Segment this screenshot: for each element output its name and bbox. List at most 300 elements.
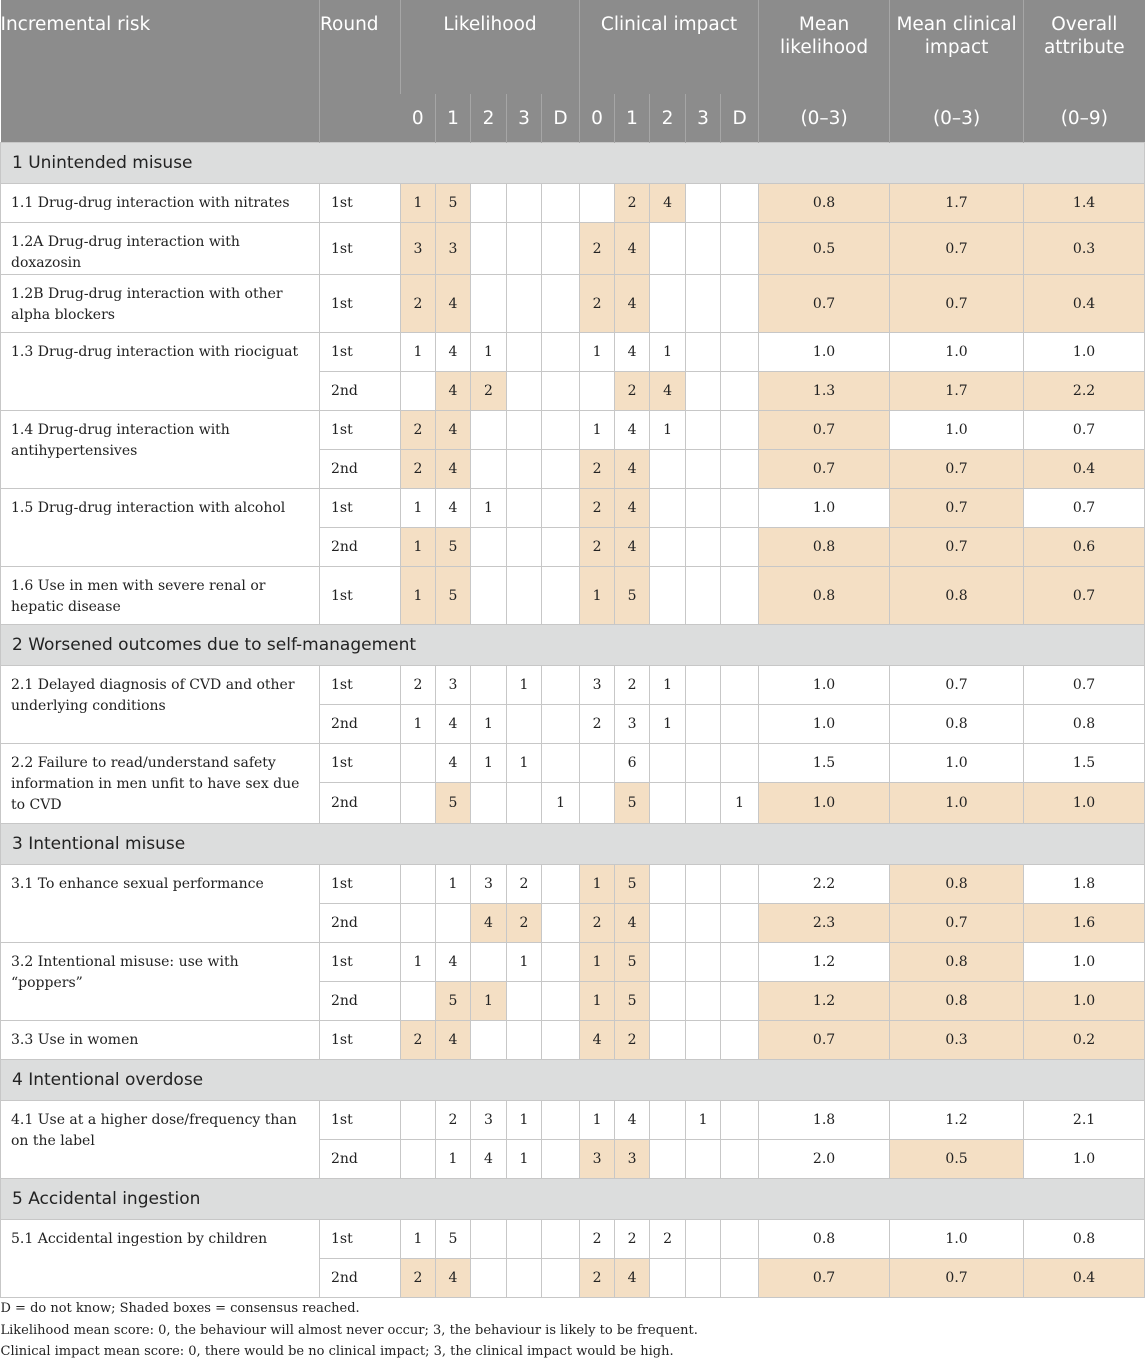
table-row <box>1 1101 1145 1140</box>
mean-likelihood-value: 1.0 <box>759 666 890 705</box>
overall-attribute-value: 1.0 <box>1024 943 1145 982</box>
round-cell: 2nd <box>320 450 401 489</box>
table-row <box>1 333 1145 372</box>
likelihood-count-0: 2 <box>401 1259 436 1298</box>
impact-count-1: 2 <box>615 666 650 705</box>
impact-count-d <box>721 184 759 223</box>
likelihood-count-3 <box>507 411 542 450</box>
likelihood-count-d <box>542 904 580 943</box>
likelihood-count-d <box>542 450 580 489</box>
mean-impact-value: 1.7 <box>890 372 1024 411</box>
likelihood-count-2: 1 <box>471 489 507 528</box>
round-cell: 1st <box>320 744 401 783</box>
likelihood-count-3 <box>507 450 542 489</box>
likelihood-count-0: 1 <box>401 333 436 372</box>
impact-count-2 <box>650 982 686 1021</box>
impact-count-0: 2 <box>580 705 615 744</box>
likelihood-count-d <box>542 372 580 411</box>
likelihood-count-3 <box>507 1220 542 1259</box>
impact-count-3 <box>686 1259 721 1298</box>
likelihood-count-1: 4 <box>436 450 471 489</box>
likelihood-count-1: 4 <box>436 372 471 411</box>
likelihood-count-3: 1 <box>507 943 542 982</box>
risk-label: 1.6 Use in men with severe renal or hepatic disease <box>1 567 320 625</box>
impact-count-d <box>721 943 759 982</box>
likelihood-count-1: 5 <box>436 783 471 824</box>
impact-count-0: 2 <box>580 489 615 528</box>
impact-count-d <box>721 333 759 372</box>
likelihood-score-2: 2 <box>471 94 507 143</box>
overall-attribute-value: 0.8 <box>1024 705 1145 744</box>
impact-count-1: 6 <box>615 744 650 783</box>
impact-count-2 <box>650 865 686 904</box>
impact-count-d <box>721 744 759 783</box>
risk-label: 1.2B Drug-drug interaction with other alpha blockers <box>1 275 320 333</box>
impact-count-3 <box>686 705 721 744</box>
impact-score-0: 0 <box>580 94 615 143</box>
impact-count-0: 1 <box>580 567 615 625</box>
likelihood-count-0: 2 <box>401 411 436 450</box>
likelihood-count-3 <box>507 489 542 528</box>
round-cell: 1st <box>320 1101 401 1140</box>
likelihood-count-3 <box>507 223 542 275</box>
likelihood-count-d <box>542 1259 580 1298</box>
impact-score-d: D <box>721 94 759 143</box>
impact-count-1: 4 <box>615 275 650 333</box>
header-incremental-risk: Incremental risk <box>1 0 320 143</box>
likelihood-count-d <box>542 223 580 275</box>
impact-count-2: 1 <box>650 666 686 705</box>
impact-score-1: 1 <box>615 94 650 143</box>
risk-label: 2.1 Delayed diagnosis of CVD and other underlying conditions <box>1 666 320 744</box>
likelihood-count-2 <box>471 528 507 567</box>
impact-count-3 <box>686 904 721 943</box>
likelihood-count-d <box>542 744 580 783</box>
overall-attribute-value: 0.4 <box>1024 1259 1145 1298</box>
likelihood-count-2 <box>471 783 507 824</box>
impact-count-1: 5 <box>615 982 650 1021</box>
overall-attribute-value: 1.6 <box>1024 904 1145 943</box>
impact-count-0 <box>580 783 615 824</box>
impact-count-2 <box>650 567 686 625</box>
overall-attribute-value: 1.0 <box>1024 982 1145 1021</box>
mean-impact-value: 0.7 <box>890 904 1024 943</box>
likelihood-count-0: 1 <box>401 489 436 528</box>
header-mean-likelihood: Mean likelihood <box>759 0 890 94</box>
impact-count-d <box>721 223 759 275</box>
header-likelihood: Likelihood <box>401 0 580 94</box>
impact-count-0: 1 <box>580 411 615 450</box>
impact-count-3 <box>686 943 721 982</box>
risk-label: 3.1 To enhance sexual performance <box>1 865 320 943</box>
likelihood-count-d <box>542 943 580 982</box>
mean-likelihood-value: 0.7 <box>759 411 890 450</box>
overall-attribute-value: 1.5 <box>1024 744 1145 783</box>
impact-count-0: 4 <box>580 1021 615 1060</box>
mean-likelihood-value: 2.0 <box>759 1140 890 1179</box>
impact-count-3 <box>686 1021 721 1060</box>
round-cell: 1st <box>320 184 401 223</box>
likelihood-count-d <box>542 1140 580 1179</box>
likelihood-count-3 <box>507 333 542 372</box>
impact-count-2 <box>650 489 686 528</box>
impact-count-1: 4 <box>615 223 650 275</box>
impact-count-2 <box>650 1140 686 1179</box>
likelihood-count-d <box>542 275 580 333</box>
section-header: 5 Accidental ingestion <box>1 1179 1145 1220</box>
overall-attribute-value: 0.2 <box>1024 1021 1145 1060</box>
impact-count-1: 4 <box>615 1259 650 1298</box>
overall-attribute-value: 0.7 <box>1024 666 1145 705</box>
mean-likelihood-value: 1.0 <box>759 783 890 824</box>
round-cell: 2nd <box>320 372 401 411</box>
likelihood-count-0: 1 <box>401 567 436 625</box>
impact-count-3 <box>686 411 721 450</box>
likelihood-count-3 <box>507 528 542 567</box>
footnote-likelihood-scale: Likelihood mean score: 0, the behaviour will almost never occur; 3, the behaviour is likely to be frequent. <box>0 1322 698 1338</box>
impact-count-2 <box>650 275 686 333</box>
likelihood-count-d <box>542 705 580 744</box>
mean-likelihood-value: 1.0 <box>759 705 890 744</box>
mean-likelihood-value: 0.8 <box>759 1220 890 1259</box>
risk-label: 2.2 Failure to read/understand safety information in men unfit to have sex due to CVD <box>1 744 320 824</box>
impact-count-3 <box>686 528 721 567</box>
impact-count-3 <box>686 372 721 411</box>
table-row <box>1 865 1145 904</box>
impact-count-d <box>721 1021 759 1060</box>
impact-count-2: 1 <box>650 333 686 372</box>
likelihood-count-3: 1 <box>507 1101 542 1140</box>
likelihood-count-0 <box>401 904 436 943</box>
impact-count-d <box>721 411 759 450</box>
round-cell: 1st <box>320 333 401 372</box>
likelihood-count-d <box>542 865 580 904</box>
table-row <box>1 489 1145 528</box>
likelihood-count-2: 1 <box>471 744 507 783</box>
impact-count-3 <box>686 1220 721 1259</box>
round-cell: 2nd <box>320 1140 401 1179</box>
likelihood-count-2 <box>471 1220 507 1259</box>
impact-count-1: 2 <box>615 184 650 223</box>
likelihood-count-3 <box>507 982 542 1021</box>
impact-count-3 <box>686 783 721 824</box>
likelihood-count-1: 1 <box>436 865 471 904</box>
likelihood-count-3 <box>507 184 542 223</box>
likelihood-count-0: 1 <box>401 184 436 223</box>
impact-count-1: 4 <box>615 904 650 943</box>
mean-impact-value: 1.7 <box>890 184 1024 223</box>
impact-count-3 <box>686 567 721 625</box>
likelihood-count-2: 1 <box>471 333 507 372</box>
section-header: 1 Unintended misuse <box>1 143 1145 184</box>
mean-impact-value: 1.0 <box>890 744 1024 783</box>
impact-count-d <box>721 904 759 943</box>
mean-impact-value: 0.3 <box>890 1021 1024 1060</box>
impact-count-3 <box>686 275 721 333</box>
mean-likelihood-value: 1.8 <box>759 1101 890 1140</box>
table-row <box>1 1021 1145 1060</box>
mean-impact-value: 0.5 <box>890 1140 1024 1179</box>
risk-label: 1.5 Drug-drug interaction with alcohol <box>1 489 320 567</box>
mean-impact-value: 0.8 <box>890 865 1024 904</box>
round-cell: 2nd <box>320 783 401 824</box>
impact-score-3: 3 <box>686 94 721 143</box>
mean-impact-value: 1.0 <box>890 783 1024 824</box>
mean-likelihood-value: 0.7 <box>759 275 890 333</box>
mean-likelihood-value: 1.2 <box>759 982 890 1021</box>
header-round: Round <box>320 0 401 143</box>
impact-count-d <box>721 666 759 705</box>
impact-count-0: 3 <box>580 666 615 705</box>
likelihood-score-0: 0 <box>401 94 436 143</box>
impact-count-2 <box>650 450 686 489</box>
impact-count-0: 2 <box>580 1259 615 1298</box>
mean-likelihood-value: 0.7 <box>759 1021 890 1060</box>
likelihood-count-2 <box>471 943 507 982</box>
impact-count-2 <box>650 1259 686 1298</box>
impact-count-d: 1 <box>721 783 759 824</box>
likelihood-count-0: 2 <box>401 1021 436 1060</box>
likelihood-count-2: 4 <box>471 904 507 943</box>
impact-count-2: 2 <box>650 1220 686 1259</box>
likelihood-count-0: 3 <box>401 223 436 275</box>
section-header: 2 Worsened outcomes due to self-management <box>1 625 1145 666</box>
footnote-impact-scale: Clinical impact mean score: 0, there would be no clinical impact; 3, the clinical impact would be high. <box>0 1344 674 1359</box>
impact-count-1: 4 <box>615 333 650 372</box>
mean-impact-value: 0.8 <box>890 982 1024 1021</box>
impact-count-0: 2 <box>580 904 615 943</box>
round-cell: 2nd <box>320 528 401 567</box>
impact-count-1: 5 <box>615 567 650 625</box>
likelihood-score-3: 3 <box>507 94 542 143</box>
likelihood-count-3 <box>507 372 542 411</box>
likelihood-count-1: 4 <box>436 275 471 333</box>
impact-count-d <box>721 982 759 1021</box>
impact-count-0: 1 <box>580 982 615 1021</box>
likelihood-count-3 <box>507 1259 542 1298</box>
mean-impact-value: 1.0 <box>890 1220 1024 1259</box>
likelihood-count-1 <box>436 904 471 943</box>
likelihood-count-0 <box>401 372 436 411</box>
likelihood-count-1: 4 <box>436 744 471 783</box>
impact-count-1: 2 <box>615 1220 650 1259</box>
likelihood-count-1: 2 <box>436 1101 471 1140</box>
impact-count-2 <box>650 904 686 943</box>
impact-count-1: 3 <box>615 705 650 744</box>
likelihood-count-2 <box>471 1021 507 1060</box>
likelihood-count-2: 1 <box>471 705 507 744</box>
impact-count-d <box>721 1140 759 1179</box>
impact-count-1: 3 <box>615 1140 650 1179</box>
table-row <box>1 943 1145 982</box>
likelihood-count-0 <box>401 783 436 824</box>
overall-attribute-value: 1.4 <box>1024 184 1145 223</box>
mean-impact-value: 0.7 <box>890 223 1024 275</box>
likelihood-count-d <box>542 1021 580 1060</box>
table-row <box>1 567 1145 625</box>
section-header: 3 Intentional misuse <box>1 824 1145 865</box>
likelihood-count-d <box>542 411 580 450</box>
likelihood-count-0 <box>401 982 436 1021</box>
round-cell: 1st <box>320 489 401 528</box>
likelihood-count-1: 1 <box>436 1140 471 1179</box>
impact-count-0: 2 <box>580 450 615 489</box>
impact-count-3 <box>686 489 721 528</box>
likelihood-count-1: 4 <box>436 1021 471 1060</box>
impact-count-d <box>721 489 759 528</box>
mean-likelihood-value: 0.5 <box>759 223 890 275</box>
round-cell: 1st <box>320 1220 401 1259</box>
likelihood-count-0 <box>401 1140 436 1179</box>
likelihood-count-2: 1 <box>471 982 507 1021</box>
likelihood-count-d <box>542 1101 580 1140</box>
likelihood-count-0: 1 <box>401 1220 436 1259</box>
mean-impact-value: 0.7 <box>890 528 1024 567</box>
likelihood-count-2 <box>471 275 507 333</box>
impact-count-3 <box>686 450 721 489</box>
likelihood-count-d <box>542 489 580 528</box>
round-cell: 2nd <box>320 982 401 1021</box>
round-cell: 1st <box>320 275 401 333</box>
likelihood-count-3 <box>507 567 542 625</box>
round-cell: 2nd <box>320 904 401 943</box>
mean-impact-value: 0.7 <box>890 450 1024 489</box>
round-cell: 2nd <box>320 705 401 744</box>
likelihood-count-d <box>542 567 580 625</box>
likelihood-count-2 <box>471 411 507 450</box>
impact-count-2: 1 <box>650 411 686 450</box>
likelihood-count-3: 1 <box>507 1140 542 1179</box>
overall-attribute-value: 0.4 <box>1024 275 1145 333</box>
table-row <box>1 184 1145 223</box>
mean-impact-value: 1.2 <box>890 1101 1024 1140</box>
likelihood-count-3 <box>507 1021 542 1060</box>
impact-count-0: 1 <box>580 333 615 372</box>
likelihood-count-2: 3 <box>471 1101 507 1140</box>
overall-attribute-value: 2.2 <box>1024 372 1145 411</box>
overall-attribute-value: 2.1 <box>1024 1101 1145 1140</box>
impact-count-d <box>721 1259 759 1298</box>
impact-count-2: 4 <box>650 372 686 411</box>
likelihood-count-1: 4 <box>436 489 471 528</box>
likelihood-count-3 <box>507 783 542 824</box>
impact-count-3 <box>686 865 721 904</box>
mean-impact-value: 1.0 <box>890 411 1024 450</box>
overall-attribute-value: 0.3 <box>1024 223 1145 275</box>
likelihood-count-d <box>542 333 580 372</box>
likelihood-count-1: 3 <box>436 223 471 275</box>
risk-label: 1.4 Drug-drug interaction with antihypertensives <box>1 411 320 489</box>
impact-count-1: 4 <box>615 489 650 528</box>
impact-count-3 <box>686 333 721 372</box>
impact-count-2: 1 <box>650 705 686 744</box>
risk-label: 5.1 Accidental ingestion by children <box>1 1220 320 1298</box>
impact-count-d <box>721 865 759 904</box>
impact-count-2 <box>650 943 686 982</box>
risk-label: 3.3 Use in women <box>1 1021 320 1060</box>
mean-impact-value: 0.8 <box>890 567 1024 625</box>
impact-count-d <box>721 1101 759 1140</box>
overall-attribute-value: 1.0 <box>1024 333 1145 372</box>
mean-impact-value: 0.7 <box>890 489 1024 528</box>
impact-count-3 <box>686 184 721 223</box>
likelihood-count-0 <box>401 744 436 783</box>
overall-attribute-value: 0.7 <box>1024 411 1145 450</box>
likelihood-count-3: 1 <box>507 744 542 783</box>
impact-count-0: 2 <box>580 528 615 567</box>
mean-likelihood-value: 0.8 <box>759 184 890 223</box>
likelihood-count-1: 4 <box>436 411 471 450</box>
impact-count-1: 5 <box>615 943 650 982</box>
risk-label: 1.3 Drug-drug interaction with riociguat <box>1 333 320 411</box>
mean-likelihood-value: 2.2 <box>759 865 890 904</box>
likelihood-count-2 <box>471 1259 507 1298</box>
likelihood-count-0 <box>401 1101 436 1140</box>
impact-count-3 <box>686 666 721 705</box>
impact-count-0 <box>580 184 615 223</box>
impact-count-0: 1 <box>580 943 615 982</box>
overall-range: (0–9) <box>1024 94 1145 143</box>
mean-likelihood-value: 1.0 <box>759 333 890 372</box>
likelihood-count-2 <box>471 450 507 489</box>
impact-count-2 <box>650 744 686 783</box>
impact-count-2: 4 <box>650 184 686 223</box>
round-cell: 1st <box>320 567 401 625</box>
impact-count-0: 2 <box>580 275 615 333</box>
mean-impact-value: 0.8 <box>890 943 1024 982</box>
impact-count-1: 4 <box>615 528 650 567</box>
mean-likelihood-range: (0–3) <box>759 94 890 143</box>
overall-attribute-value: 1.8 <box>1024 865 1145 904</box>
overall-attribute-value: 0.8 <box>1024 1220 1145 1259</box>
likelihood-count-d <box>542 528 580 567</box>
likelihood-count-0: 1 <box>401 943 436 982</box>
header-overall-attribute: Overall attribute <box>1024 0 1145 94</box>
likelihood-count-d <box>542 982 580 1021</box>
round-cell: 1st <box>320 865 401 904</box>
mean-impact-value: 0.8 <box>890 705 1024 744</box>
impact-count-d <box>721 528 759 567</box>
likelihood-count-0: 2 <box>401 666 436 705</box>
impact-count-2 <box>650 783 686 824</box>
table-row <box>1 666 1145 705</box>
round-cell: 1st <box>320 1021 401 1060</box>
mean-likelihood-value: 0.8 <box>759 528 890 567</box>
impact-count-d <box>721 1220 759 1259</box>
likelihood-count-0: 2 <box>401 450 436 489</box>
impact-count-2 <box>650 223 686 275</box>
mean-impact-value: 0.7 <box>890 666 1024 705</box>
likelihood-count-3 <box>507 705 542 744</box>
impact-count-0: 2 <box>580 1220 615 1259</box>
mean-likelihood-value: 1.5 <box>759 744 890 783</box>
impact-count-0: 3 <box>580 1140 615 1179</box>
likelihood-count-1: 5 <box>436 528 471 567</box>
impact-count-3 <box>686 223 721 275</box>
likelihood-count-1: 5 <box>436 982 471 1021</box>
header-mean-clinical-impact: Mean clinical impact <box>890 0 1024 94</box>
likelihood-count-1: 3 <box>436 666 471 705</box>
likelihood-count-2 <box>471 666 507 705</box>
table-row <box>1 1220 1145 1259</box>
likelihood-count-1: 5 <box>436 184 471 223</box>
footnote-abbreviations: D = do not know; Shaded boxes = consensus reached. <box>0 1301 360 1316</box>
likelihood-count-3 <box>507 275 542 333</box>
impact-count-0: 1 <box>580 865 615 904</box>
impact-count-1: 4 <box>615 411 650 450</box>
likelihood-count-1: 4 <box>436 1259 471 1298</box>
mean-impact-value: 0.7 <box>890 275 1024 333</box>
